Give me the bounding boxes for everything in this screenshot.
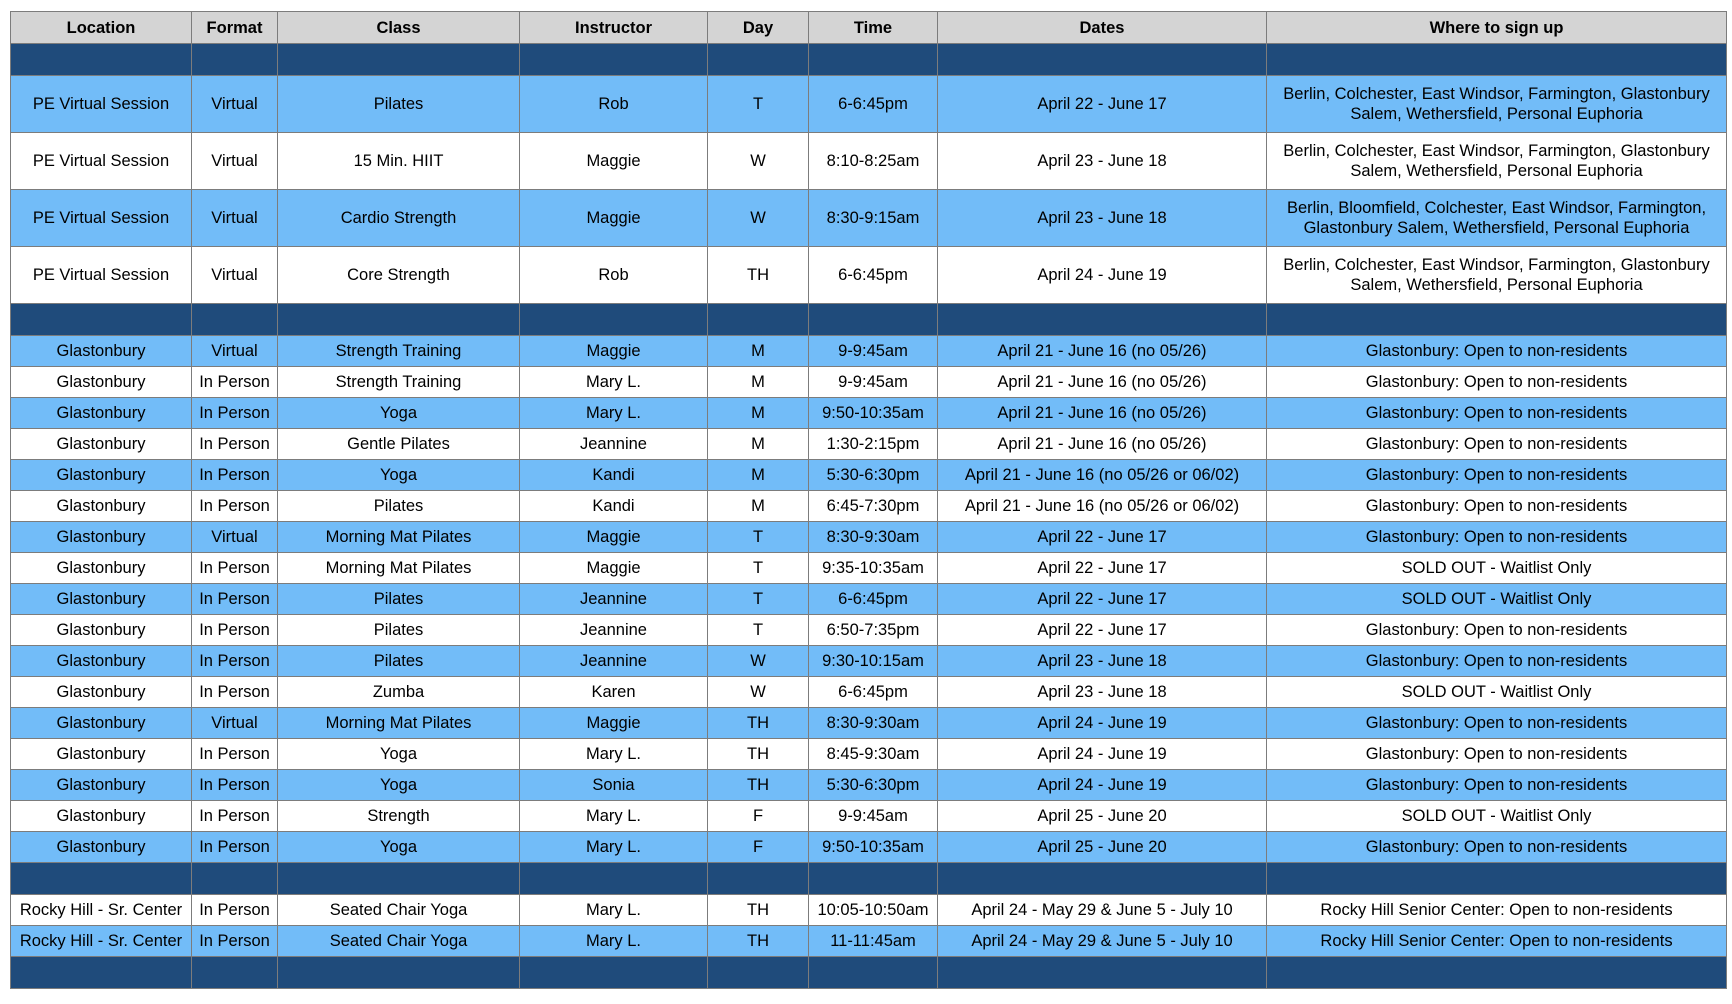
cell-dates: April 24 - June 19	[938, 770, 1267, 801]
cell-instructor: Maggie	[520, 133, 708, 190]
cell-day: M	[708, 429, 809, 460]
cell-format: In Person	[192, 677, 278, 708]
cell-class: Pilates	[278, 615, 520, 646]
table-row	[11, 460, 1727, 491]
cell-day: TH	[708, 247, 809, 304]
cell-location: Glastonbury	[11, 615, 192, 646]
cell-day: M	[708, 367, 809, 398]
header-dates: Dates	[938, 12, 1267, 44]
table-row	[11, 76, 1727, 133]
section-divider-row	[11, 304, 1727, 336]
cell-format: In Person	[192, 367, 278, 398]
table-row	[11, 584, 1727, 615]
cell-class: Cardio Strength	[278, 190, 520, 247]
divider-cell	[809, 957, 938, 989]
cell-sign-up: Glastonbury: Open to non-residents	[1267, 832, 1727, 863]
divider-cell	[708, 304, 809, 336]
cell-dates: April 21 - June 16 (no 05/26)	[938, 429, 1267, 460]
cell-format: Virtual	[192, 190, 278, 247]
cell-class: Gentle Pilates	[278, 429, 520, 460]
cell-format: In Person	[192, 429, 278, 460]
cell-day: TH	[708, 708, 809, 739]
cell-class: Seated Chair Yoga	[278, 895, 520, 926]
cell-class: Strength Training	[278, 367, 520, 398]
cell-time: 5:30-6:30pm	[809, 770, 938, 801]
divider-cell	[278, 44, 520, 76]
section-divider-row	[11, 44, 1727, 76]
cell-location: PE Virtual Session	[11, 190, 192, 247]
cell-day: W	[708, 133, 809, 190]
cell-location: PE Virtual Session	[11, 247, 192, 304]
cell-format: In Person	[192, 646, 278, 677]
cell-class: Strength Training	[278, 336, 520, 367]
cell-dates: April 24 - May 29 & June 5 - July 10	[938, 926, 1267, 957]
cell-sign-up: Rocky Hill Senior Center: Open to non-residents	[1267, 895, 1727, 926]
divider-cell	[192, 44, 278, 76]
cell-day: T	[708, 522, 809, 553]
cell-location: Glastonbury	[11, 646, 192, 677]
cell-class: Yoga	[278, 460, 520, 491]
cell-time: 11-11:45am	[809, 926, 938, 957]
cell-day: T	[708, 615, 809, 646]
cell-day: M	[708, 336, 809, 367]
cell-sign-up: Glastonbury: Open to non-residents	[1267, 708, 1727, 739]
divider-cell	[520, 304, 708, 336]
cell-time: 6-6:45pm	[809, 677, 938, 708]
cell-instructor: Jeannine	[520, 646, 708, 677]
cell-day: M	[708, 398, 809, 429]
header-class: Class	[278, 12, 520, 44]
table-row	[11, 247, 1727, 304]
divider-cell	[11, 957, 192, 989]
cell-time: 6-6:45pm	[809, 247, 938, 304]
table-row	[11, 739, 1727, 770]
cell-instructor: Sonia	[520, 770, 708, 801]
cell-class: Yoga	[278, 832, 520, 863]
cell-time: 9:35-10:35am	[809, 553, 938, 584]
cell-time: 9:30-10:15am	[809, 646, 938, 677]
cell-time: 6:50-7:35pm	[809, 615, 938, 646]
cell-class: Strength	[278, 801, 520, 832]
table-row	[11, 926, 1727, 957]
cell-sign-up: Berlin, Colchester, East Windsor, Farmington, Glastonbury Salem, Wethersfield, Personal Euphoria	[1267, 76, 1727, 133]
table-row	[11, 553, 1727, 584]
cell-day: T	[708, 76, 809, 133]
cell-location: Glastonbury	[11, 708, 192, 739]
table-row	[11, 708, 1727, 739]
cell-instructor: Mary L.	[520, 801, 708, 832]
divider-cell	[809, 44, 938, 76]
divider-cell	[11, 863, 192, 895]
cell-format: In Person	[192, 460, 278, 491]
cell-location: Glastonbury	[11, 801, 192, 832]
cell-class: Pilates	[278, 76, 520, 133]
cell-day: W	[708, 646, 809, 677]
cell-dates: April 22 - June 17	[938, 553, 1267, 584]
cell-sign-up: Glastonbury: Open to non-residents	[1267, 398, 1727, 429]
cell-instructor: Maggie	[520, 708, 708, 739]
cell-sign-up: Rocky Hill Senior Center: Open to non-residents	[1267, 926, 1727, 957]
divider-cell	[809, 863, 938, 895]
section-divider-row	[11, 957, 1727, 989]
cell-sign-up: Berlin, Colchester, East Windsor, Farmington, Glastonbury Salem, Wethersfield, Personal Euphoria	[1267, 247, 1727, 304]
cell-day: T	[708, 584, 809, 615]
divider-cell	[938, 304, 1267, 336]
cell-time: 8:30-9:15am	[809, 190, 938, 247]
cell-location: Glastonbury	[11, 460, 192, 491]
cell-instructor: Rob	[520, 247, 708, 304]
cell-dates: April 25 - June 20	[938, 801, 1267, 832]
divider-cell	[11, 44, 192, 76]
cell-instructor: Kandi	[520, 491, 708, 522]
divider-cell	[708, 957, 809, 989]
cell-location: Glastonbury	[11, 522, 192, 553]
table-row	[11, 770, 1727, 801]
table-row	[11, 190, 1727, 247]
cell-dates: April 24 - May 29 & June 5 - July 10	[938, 895, 1267, 926]
divider-cell	[192, 863, 278, 895]
schedule-body	[11, 44, 1727, 989]
divider-cell	[278, 304, 520, 336]
cell-time: 10:05-10:50am	[809, 895, 938, 926]
divider-cell	[938, 44, 1267, 76]
cell-instructor: Maggie	[520, 522, 708, 553]
table-row	[11, 336, 1727, 367]
header-format: Format	[192, 12, 278, 44]
cell-class: Zumba	[278, 677, 520, 708]
divider-cell	[708, 863, 809, 895]
cell-format: Virtual	[192, 522, 278, 553]
cell-sign-up: SOLD OUT - Waitlist Only	[1267, 677, 1727, 708]
cell-time: 9:50-10:35am	[809, 832, 938, 863]
cell-class: Pilates	[278, 584, 520, 615]
cell-dates: April 22 - June 17	[938, 615, 1267, 646]
cell-dates: April 22 - June 17	[938, 76, 1267, 133]
cell-location: Rocky Hill - Sr. Center	[11, 895, 192, 926]
divider-cell	[1267, 863, 1727, 895]
table-row	[11, 398, 1727, 429]
cell-dates: April 24 - June 19	[938, 247, 1267, 304]
cell-instructor: Rob	[520, 76, 708, 133]
cell-location: Glastonbury	[11, 584, 192, 615]
cell-time: 1:30-2:15pm	[809, 429, 938, 460]
cell-dates: April 21 - June 16 (no 05/26 or 06/02)	[938, 460, 1267, 491]
cell-instructor: Mary L.	[520, 926, 708, 957]
cell-format: In Person	[192, 895, 278, 926]
cell-class: 15 Min. HIIT	[278, 133, 520, 190]
cell-day: TH	[708, 895, 809, 926]
cell-class: Yoga	[278, 739, 520, 770]
cell-dates: April 23 - June 18	[938, 646, 1267, 677]
cell-dates: April 25 - June 20	[938, 832, 1267, 863]
cell-instructor: Mary L.	[520, 398, 708, 429]
cell-instructor: Mary L.	[520, 895, 708, 926]
table-row	[11, 615, 1727, 646]
cell-format: In Person	[192, 491, 278, 522]
cell-format: In Person	[192, 553, 278, 584]
cell-format: Virtual	[192, 133, 278, 190]
section-divider-row	[11, 863, 1727, 895]
cell-location: Glastonbury	[11, 398, 192, 429]
cell-sign-up: SOLD OUT - Waitlist Only	[1267, 553, 1727, 584]
divider-cell	[809, 304, 938, 336]
cell-instructor: Kandi	[520, 460, 708, 491]
cell-format: In Person	[192, 615, 278, 646]
divider-cell	[520, 863, 708, 895]
divider-cell	[1267, 44, 1727, 76]
divider-cell	[1267, 957, 1727, 989]
header-row	[11, 12, 1727, 44]
cell-dates: April 21 - June 16 (no 05/26 or 06/02)	[938, 491, 1267, 522]
divider-cell	[938, 957, 1267, 989]
cell-location: Rocky Hill - Sr. Center	[11, 926, 192, 957]
cell-location: Glastonbury	[11, 770, 192, 801]
divider-cell	[520, 44, 708, 76]
cell-time: 8:30-9:30am	[809, 708, 938, 739]
cell-format: Virtual	[192, 247, 278, 304]
cell-format: In Person	[192, 584, 278, 615]
cell-time: 9-9:45am	[809, 801, 938, 832]
table-row	[11, 367, 1727, 398]
cell-sign-up: Glastonbury: Open to non-residents	[1267, 646, 1727, 677]
cell-instructor: Mary L.	[520, 367, 708, 398]
cell-time: 6-6:45pm	[809, 584, 938, 615]
cell-instructor: Mary L.	[520, 739, 708, 770]
cell-day: F	[708, 801, 809, 832]
divider-cell	[520, 957, 708, 989]
divider-cell	[278, 957, 520, 989]
cell-format: In Person	[192, 398, 278, 429]
cell-location: Glastonbury	[11, 832, 192, 863]
divider-cell	[1267, 304, 1727, 336]
cell-time: 9-9:45am	[809, 367, 938, 398]
class-schedule-table	[10, 11, 1727, 989]
cell-time: 8:10-8:25am	[809, 133, 938, 190]
divider-cell	[192, 957, 278, 989]
divider-cell	[708, 44, 809, 76]
cell-day: M	[708, 460, 809, 491]
cell-dates: April 23 - June 18	[938, 677, 1267, 708]
cell-location: Glastonbury	[11, 553, 192, 584]
cell-class: Morning Mat Pilates	[278, 522, 520, 553]
cell-instructor: Jeannine	[520, 584, 708, 615]
cell-time: 8:45-9:30am	[809, 739, 938, 770]
cell-sign-up: Glastonbury: Open to non-residents	[1267, 770, 1727, 801]
cell-day: W	[708, 190, 809, 247]
table-row	[11, 677, 1727, 708]
table-row	[11, 832, 1727, 863]
cell-sign-up: Glastonbury: Open to non-residents	[1267, 615, 1727, 646]
cell-time: 8:30-9:30am	[809, 522, 938, 553]
cell-format: Virtual	[192, 336, 278, 367]
table-row	[11, 646, 1727, 677]
header-sign-up: Where to sign up	[1267, 12, 1727, 44]
cell-location: Glastonbury	[11, 739, 192, 770]
cell-instructor: Mary L.	[520, 832, 708, 863]
table-row	[11, 801, 1727, 832]
cell-class: Core Strength	[278, 247, 520, 304]
cell-day: F	[708, 832, 809, 863]
cell-class: Pilates	[278, 646, 520, 677]
cell-instructor: Jeannine	[520, 615, 708, 646]
cell-instructor: Maggie	[520, 553, 708, 584]
table-row	[11, 133, 1727, 190]
divider-cell	[278, 863, 520, 895]
cell-sign-up: Glastonbury: Open to non-residents	[1267, 491, 1727, 522]
table-row	[11, 522, 1727, 553]
cell-class: Yoga	[278, 770, 520, 801]
cell-sign-up: Glastonbury: Open to non-residents	[1267, 336, 1727, 367]
cell-location: Glastonbury	[11, 491, 192, 522]
cell-time: 5:30-6:30pm	[809, 460, 938, 491]
cell-format: Virtual	[192, 708, 278, 739]
divider-cell	[192, 304, 278, 336]
cell-class: Seated Chair Yoga	[278, 926, 520, 957]
cell-location: Glastonbury	[11, 429, 192, 460]
cell-format: In Person	[192, 832, 278, 863]
cell-dates: April 22 - June 17	[938, 522, 1267, 553]
cell-sign-up: Glastonbury: Open to non-residents	[1267, 367, 1727, 398]
cell-format: Virtual	[192, 76, 278, 133]
cell-day: T	[708, 553, 809, 584]
divider-cell	[938, 863, 1267, 895]
cell-sign-up: Glastonbury: Open to non-residents	[1267, 429, 1727, 460]
cell-class: Morning Mat Pilates	[278, 553, 520, 584]
cell-time: 6-6:45pm	[809, 76, 938, 133]
table-row	[11, 491, 1727, 522]
cell-sign-up: Berlin, Colchester, East Windsor, Farmington, Glastonbury Salem, Wethersfield, Personal Euphoria	[1267, 133, 1727, 190]
header-location: Location	[11, 12, 192, 44]
cell-location: Glastonbury	[11, 677, 192, 708]
cell-instructor: Karen	[520, 677, 708, 708]
cell-class: Morning Mat Pilates	[278, 708, 520, 739]
cell-location: PE Virtual Session	[11, 133, 192, 190]
cell-day: TH	[708, 739, 809, 770]
cell-class: Yoga	[278, 398, 520, 429]
cell-location: Glastonbury	[11, 367, 192, 398]
cell-format: In Person	[192, 739, 278, 770]
cell-sign-up: Glastonbury: Open to non-residents	[1267, 739, 1727, 770]
cell-dates: April 24 - June 19	[938, 708, 1267, 739]
header-time: Time	[809, 12, 938, 44]
cell-dates: April 21 - June 16 (no 05/26)	[938, 336, 1267, 367]
cell-dates: April 23 - June 18	[938, 190, 1267, 247]
cell-day: M	[708, 491, 809, 522]
cell-location: Glastonbury	[11, 336, 192, 367]
cell-format: In Person	[192, 770, 278, 801]
cell-class: Pilates	[278, 491, 520, 522]
header-instructor: Instructor	[520, 12, 708, 44]
cell-sign-up: SOLD OUT - Waitlist Only	[1267, 801, 1727, 832]
cell-format: In Person	[192, 801, 278, 832]
cell-instructor: Maggie	[520, 336, 708, 367]
cell-format: In Person	[192, 926, 278, 957]
cell-time: 9-9:45am	[809, 336, 938, 367]
cell-instructor: Maggie	[520, 190, 708, 247]
cell-day: TH	[708, 770, 809, 801]
cell-dates: April 21 - June 16 (no 05/26)	[938, 367, 1267, 398]
cell-day: TH	[708, 926, 809, 957]
cell-dates: April 23 - June 18	[938, 133, 1267, 190]
cell-dates: April 22 - June 17	[938, 584, 1267, 615]
cell-dates: April 24 - June 19	[938, 739, 1267, 770]
cell-day: W	[708, 677, 809, 708]
divider-cell	[11, 304, 192, 336]
cell-sign-up: Berlin, Bloomfield, Colchester, East Windsor, Farmington, Glastonbury Salem, Wethersfield, Personal Euphoria	[1267, 190, 1727, 247]
cell-sign-up: SOLD OUT - Waitlist Only	[1267, 584, 1727, 615]
table-row	[11, 429, 1727, 460]
cell-dates: April 21 - June 16 (no 05/26)	[938, 398, 1267, 429]
header-day: Day	[708, 12, 809, 44]
cell-sign-up: Glastonbury: Open to non-residents	[1267, 460, 1727, 491]
table-row	[11, 895, 1727, 926]
cell-time: 9:50-10:35am	[809, 398, 938, 429]
cell-location: PE Virtual Session	[11, 76, 192, 133]
cell-time: 6:45-7:30pm	[809, 491, 938, 522]
cell-sign-up: Glastonbury: Open to non-residents	[1267, 522, 1727, 553]
cell-instructor: Jeannine	[520, 429, 708, 460]
